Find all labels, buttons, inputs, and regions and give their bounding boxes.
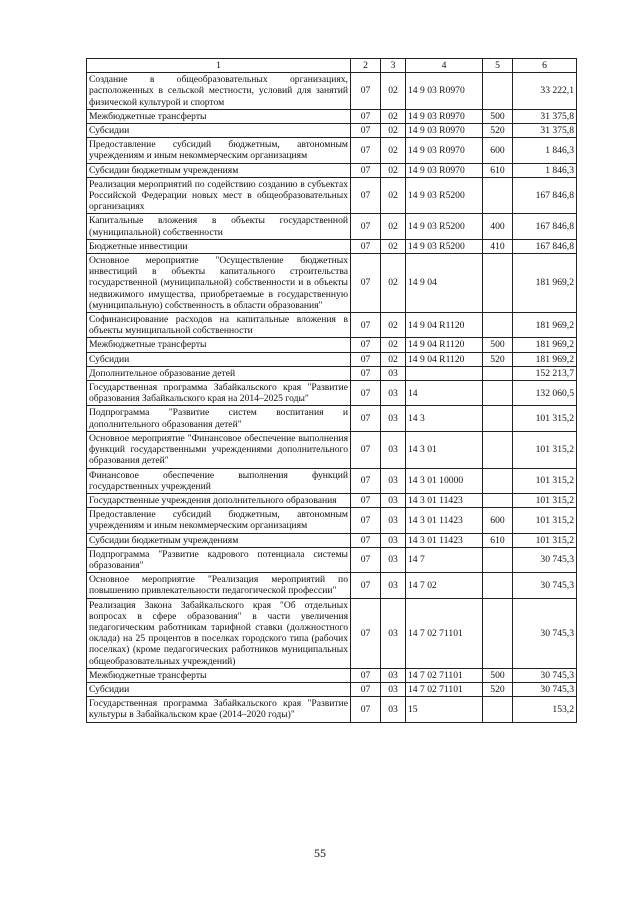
- page-number: 55: [314, 846, 326, 860]
- cell-target-code: 14 9 04: [406, 254, 483, 313]
- table-row: [87, 313, 577, 338]
- cell-name: Межбюджетные трансферты: [87, 109, 351, 123]
- header-col-5: 5: [483, 59, 513, 73]
- cell-target-code: 14 7 02 71101: [406, 682, 483, 696]
- cell-amount: 101 315,2: [513, 406, 577, 431]
- cell-subsection: 03: [381, 508, 406, 533]
- cell-amount: 30 745,3: [513, 668, 577, 682]
- cell-subsection: 03: [381, 668, 406, 682]
- table-body: [87, 73, 577, 722]
- cell-amount: 181 969,2: [513, 352, 577, 366]
- cell-expense-type: [483, 493, 513, 507]
- cell-section: 07: [351, 366, 381, 380]
- cell-name: Софинансирование расходов на капитальные вложения в объекты муниципальной собственности: [87, 313, 351, 338]
- cell-name: Финансовое обеспечение выполнения функций государственных учреждений: [87, 468, 351, 493]
- cell-amount: 167 846,8: [513, 239, 577, 253]
- cell-subsection: 03: [381, 533, 406, 547]
- cell-expense-type: [483, 366, 513, 380]
- table-row: [87, 214, 577, 239]
- cell-section: 07: [351, 177, 381, 214]
- cell-amount: 31 375,8: [513, 124, 577, 138]
- table-row: [87, 109, 577, 123]
- cell-section: 07: [351, 508, 381, 533]
- cell-expense-type: 520: [483, 352, 513, 366]
- cell-name: Подпрограмма "Развитие систем воспитания и дополнительного образования детей": [87, 406, 351, 431]
- table-row: [87, 682, 577, 696]
- table-row: [87, 352, 577, 366]
- table-row: [87, 366, 577, 380]
- table-row: [87, 124, 577, 138]
- cell-subsection: 03: [381, 697, 406, 722]
- cell-section: 07: [351, 468, 381, 493]
- cell-name: Подпрограмма "Развитие кадрового потенциала системы образования": [87, 547, 351, 572]
- cell-expense-type: [483, 697, 513, 722]
- cell-amount: 167 846,8: [513, 214, 577, 239]
- cell-target-code: 14: [406, 381, 483, 406]
- cell-amount: 181 969,2: [513, 338, 577, 352]
- cell-target-code: 14 9 03 R0970: [406, 73, 483, 110]
- cell-section: 07: [351, 138, 381, 163]
- cell-name: Основное мероприятие "Финансовое обеспечение выполнения функций государственными учреждениями дополнительного образования детей": [87, 431, 351, 468]
- cell-name: Государственная программа Забайкальского края "Развитие культуры в Забайкальском крае (2014–2020 годы)": [87, 697, 351, 722]
- cell-subsection: 02: [381, 138, 406, 163]
- cell-amount: 152 213,7: [513, 366, 577, 380]
- cell-name: Реализация Закона Забайкальского края "Об отдельных вопросах в сфере образования" в части увеличения педагогическим работникам тарифной ставки (должностного оклада) на 25 процентов в поселках городского типа (рабочих поселках) (кроме педагогических работников муниципальных общеобразовательных учреждений): [87, 598, 351, 668]
- table-row: [87, 598, 577, 668]
- cell-expense-type: 410: [483, 239, 513, 253]
- cell-expense-type: [483, 431, 513, 468]
- cell-section: 07: [351, 493, 381, 507]
- budget-table: [86, 58, 577, 723]
- cell-section: 07: [351, 406, 381, 431]
- cell-subsection: 02: [381, 313, 406, 338]
- cell-subsection: 02: [381, 109, 406, 123]
- cell-expense-type: 520: [483, 682, 513, 696]
- cell-section: 07: [351, 668, 381, 682]
- cell-expense-type: 500: [483, 338, 513, 352]
- cell-name: Субсидии: [87, 124, 351, 138]
- cell-amount: 31 375,8: [513, 109, 577, 123]
- cell-target-code: 14 9 03 R5200: [406, 214, 483, 239]
- cell-name: Предоставление субсидий бюджетным, автономным учреждениям и иным некоммерческим организациям: [87, 138, 351, 163]
- cell-target-code: [406, 366, 483, 380]
- cell-section: 07: [351, 214, 381, 239]
- cell-amount: 153,2: [513, 697, 577, 722]
- cell-amount: 181 969,2: [513, 313, 577, 338]
- table-row: [87, 163, 577, 177]
- header-col-6: 6: [513, 59, 577, 73]
- cell-expense-type: [483, 254, 513, 313]
- cell-amount: 30 745,3: [513, 598, 577, 668]
- table-row: [87, 254, 577, 313]
- cell-name: Государственная программа Забайкальского края "Развитие образования Забайкальского края на 2014–2025 годы": [87, 381, 351, 406]
- cell-name: Субсидии: [87, 352, 351, 366]
- cell-name: Основное мероприятие "Реализация мероприятий по повышению привлекательности педагогической профессии": [87, 573, 351, 598]
- cell-target-code: 14 9 03 R5200: [406, 177, 483, 214]
- cell-target-code: 14 3 01 11423: [406, 493, 483, 507]
- cell-name: Капитальные вложения в объекты государственной (муниципальной) собственности: [87, 214, 351, 239]
- header-col-1: 1: [87, 59, 351, 73]
- cell-target-code: 14 7 02 71101: [406, 668, 483, 682]
- table-row: [87, 697, 577, 722]
- cell-expense-type: 610: [483, 163, 513, 177]
- cell-target-code: 14 3: [406, 406, 483, 431]
- cell-name: Реализация мероприятий по содействию созданию в субъектах Российской Федерации новых мест в общеобразовательных организациях: [87, 177, 351, 214]
- cell-section: 07: [351, 124, 381, 138]
- cell-subsection: 03: [381, 682, 406, 696]
- cell-expense-type: [483, 573, 513, 598]
- cell-amount: 101 315,2: [513, 468, 577, 493]
- cell-target-code: 14 3 01: [406, 431, 483, 468]
- table-row: [87, 239, 577, 253]
- cell-expense-type: 610: [483, 533, 513, 547]
- cell-target-code: 14 9 03 R5200: [406, 239, 483, 253]
- cell-target-code: 14 3 01 10000: [406, 468, 483, 493]
- cell-target-code: 14 9 04 R1120: [406, 338, 483, 352]
- cell-section: 07: [351, 313, 381, 338]
- cell-expense-type: [483, 313, 513, 338]
- cell-target-code: 14 9 03 R0970: [406, 124, 483, 138]
- cell-amount: 30 745,3: [513, 573, 577, 598]
- table-row: [87, 533, 577, 547]
- cell-target-code: 14 7 02 71101: [406, 598, 483, 668]
- cell-expense-type: 500: [483, 109, 513, 123]
- cell-target-code: 14 3 01 11423: [406, 533, 483, 547]
- cell-expense-type: [483, 381, 513, 406]
- table-row: [87, 508, 577, 533]
- cell-amount: 1 846,3: [513, 138, 577, 163]
- cell-name: Предоставление субсидий бюджетным, автономным учреждениям и иным некоммерческим организациям: [87, 508, 351, 533]
- cell-target-code: 14 9 04 R1120: [406, 313, 483, 338]
- cell-expense-type: [483, 406, 513, 431]
- cell-section: 07: [351, 431, 381, 468]
- cell-section: 07: [351, 73, 381, 110]
- cell-subsection: 03: [381, 406, 406, 431]
- header-col-3: 3: [381, 59, 406, 73]
- cell-name: Создание в общеобразовательных организациях, расположенных в сельской местности, условий для занятий физической культурой и спортом: [87, 73, 351, 110]
- cell-section: 07: [351, 598, 381, 668]
- table-row: [87, 493, 577, 507]
- cell-name: Субсидии: [87, 682, 351, 696]
- cell-amount: 167 846,8: [513, 177, 577, 214]
- cell-name: Межбюджетные трансферты: [87, 668, 351, 682]
- cell-section: 07: [351, 352, 381, 366]
- cell-subsection: 02: [381, 73, 406, 110]
- cell-subsection: 02: [381, 239, 406, 253]
- cell-name: Межбюджетные трансферты: [87, 338, 351, 352]
- cell-subsection: 03: [381, 468, 406, 493]
- cell-expense-type: [483, 73, 513, 110]
- cell-amount: 132 060,5: [513, 381, 577, 406]
- cell-amount: 101 315,2: [513, 508, 577, 533]
- cell-amount: 1 846,3: [513, 163, 577, 177]
- cell-amount: 30 745,3: [513, 682, 577, 696]
- cell-section: 07: [351, 682, 381, 696]
- cell-expense-type: 400: [483, 214, 513, 239]
- cell-name: Основное мероприятие "Осуществление бюджетных инвестиций в объекты капитального строительства государственной (муниципальной) собственности и в объекты недвижимого имущества, приобретаемые в государственную (муниципальную) собственность в области образования": [87, 254, 351, 313]
- cell-section: 07: [351, 338, 381, 352]
- cell-expense-type: 520: [483, 124, 513, 138]
- cell-target-code: 14 9 03 R0970: [406, 138, 483, 163]
- table-row: [87, 138, 577, 163]
- header-col-2: 2: [351, 59, 381, 73]
- cell-subsection: 02: [381, 177, 406, 214]
- cell-subsection: 02: [381, 254, 406, 313]
- table-row: [87, 406, 577, 431]
- table-row: [87, 668, 577, 682]
- cell-expense-type: [483, 598, 513, 668]
- cell-subsection: 03: [381, 431, 406, 468]
- cell-section: 07: [351, 697, 381, 722]
- header-row: [87, 59, 577, 73]
- cell-amount: 101 315,2: [513, 431, 577, 468]
- cell-target-code: 14 7 02: [406, 573, 483, 598]
- cell-target-code: 14 7: [406, 547, 483, 572]
- cell-name: Государственные учреждения дополнительного образования: [87, 493, 351, 507]
- cell-subsection: 02: [381, 338, 406, 352]
- cell-section: 07: [351, 573, 381, 598]
- cell-amount: 33 222,1: [513, 73, 577, 110]
- cell-section: 07: [351, 109, 381, 123]
- cell-target-code: 14 9 03 R0970: [406, 109, 483, 123]
- table-row: [87, 573, 577, 598]
- cell-subsection: 02: [381, 163, 406, 177]
- header-col-4: 4: [406, 59, 483, 73]
- table-row: [87, 338, 577, 352]
- cell-target-code: 14 3 01 11423: [406, 508, 483, 533]
- cell-expense-type: 600: [483, 508, 513, 533]
- cell-section: 07: [351, 547, 381, 572]
- cell-name: Субсидии бюджетным учреждениям: [87, 163, 351, 177]
- cell-subsection: 02: [381, 214, 406, 239]
- cell-subsection: 03: [381, 573, 406, 598]
- cell-expense-type: 500: [483, 668, 513, 682]
- cell-target-code: 14 9 04 R1120: [406, 352, 483, 366]
- cell-amount: 101 315,2: [513, 493, 577, 507]
- cell-expense-type: [483, 547, 513, 572]
- cell-section: 07: [351, 254, 381, 313]
- cell-section: 07: [351, 533, 381, 547]
- cell-section: 07: [351, 239, 381, 253]
- table-row: [87, 381, 577, 406]
- cell-section: 07: [351, 163, 381, 177]
- cell-name: Бюджетные инвестиции: [87, 239, 351, 253]
- cell-subsection: 03: [381, 381, 406, 406]
- cell-subsection: 02: [381, 124, 406, 138]
- table-row: [87, 468, 577, 493]
- cell-name: Субсидии бюджетным учреждениям: [87, 533, 351, 547]
- cell-name: Дополнительное образование детей: [87, 366, 351, 380]
- cell-amount: 101 315,2: [513, 533, 577, 547]
- cell-amount: 181 969,2: [513, 254, 577, 313]
- cell-target-code: 14 9 03 R0970: [406, 163, 483, 177]
- cell-subsection: 02: [381, 352, 406, 366]
- cell-subsection: 03: [381, 547, 406, 572]
- cell-section: 07: [351, 381, 381, 406]
- cell-expense-type: [483, 177, 513, 214]
- cell-subsection: 03: [381, 598, 406, 668]
- cell-subsection: 03: [381, 366, 406, 380]
- cell-expense-type: 600: [483, 138, 513, 163]
- table-row: [87, 547, 577, 572]
- cell-expense-type: [483, 468, 513, 493]
- cell-target-code: 15: [406, 697, 483, 722]
- cell-subsection: 03: [381, 493, 406, 507]
- table-row: [87, 431, 577, 468]
- cell-amount: 30 745,3: [513, 547, 577, 572]
- table-row: [87, 177, 577, 214]
- table-row: [87, 73, 577, 110]
